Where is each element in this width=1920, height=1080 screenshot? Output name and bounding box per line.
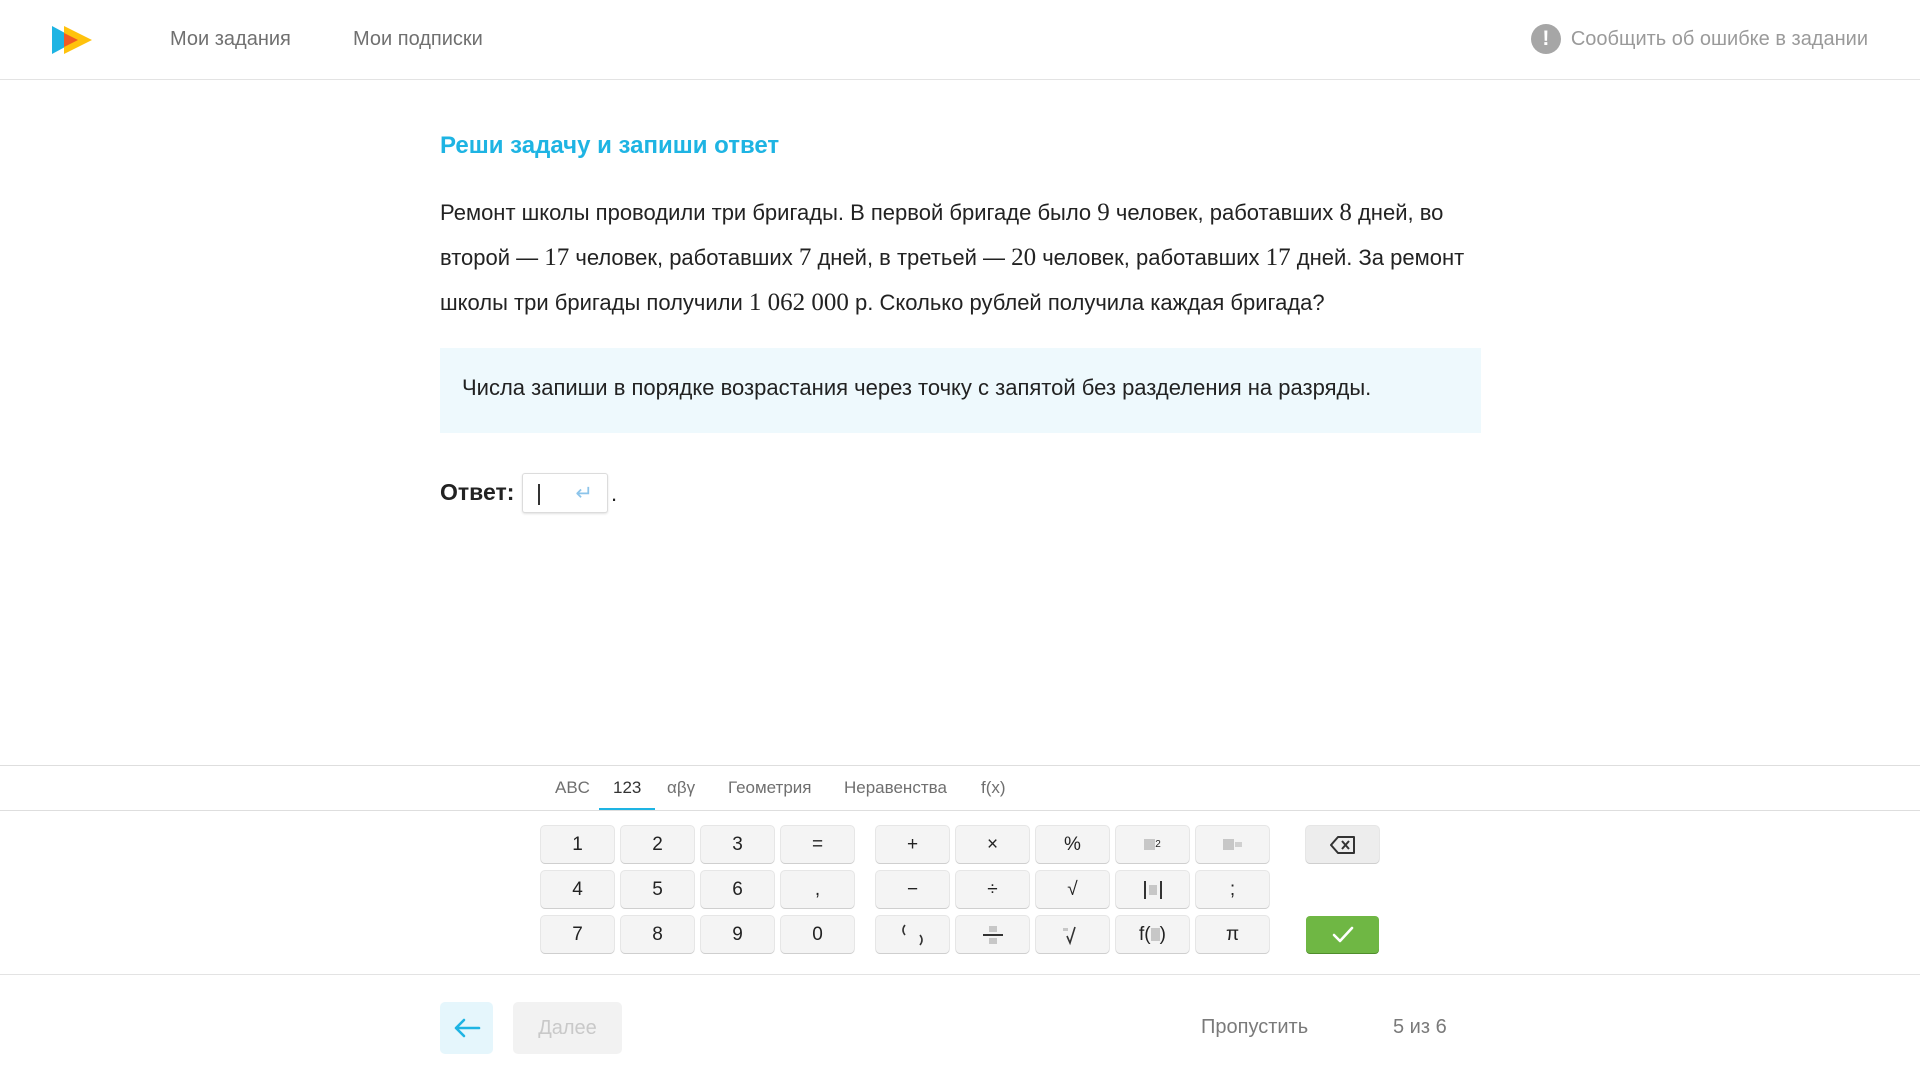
tab-abc[interactable]: ABC	[555, 778, 590, 797]
function-prefix: f(	[1139, 923, 1151, 945]
tab-inequalities[interactable]: Неравенства	[844, 778, 947, 797]
report-error-link[interactable]	[1531, 24, 1868, 54]
number: 20	[1011, 244, 1037, 271]
key-2[interactable]: 2	[621, 826, 694, 863]
placeholder-square-icon	[1144, 839, 1155, 850]
answer-input[interactable]	[522, 473, 608, 513]
hint-box	[440, 348, 1481, 433]
fraction-icon	[980, 924, 1006, 946]
absolute-value-icon	[1140, 880, 1166, 900]
checkmark-icon	[1331, 925, 1355, 945]
key-parentheses[interactable]	[876, 916, 949, 953]
exclamation-icon: !	[1531, 24, 1561, 54]
key-percent[interactable]: %	[1036, 826, 1109, 863]
tab-123[interactable]: 123	[613, 766, 641, 810]
number: 1 062 000	[748, 289, 849, 316]
key-nth-root[interactable]	[1036, 916, 1109, 953]
power-placeholder-icon	[1235, 842, 1242, 847]
key-equals[interactable]: =	[781, 826, 854, 863]
task-text	[440, 190, 1490, 325]
key-times[interactable]: ×	[956, 826, 1029, 863]
number: 17	[544, 244, 570, 271]
key-6[interactable]: 6	[701, 871, 774, 908]
parentheses-icon	[898, 922, 928, 948]
nth-root-icon	[1060, 924, 1086, 946]
answer-label: Ответ:	[440, 479, 515, 505]
text-part: дней. За ремонт школы три бригады получили	[440, 245, 1465, 315]
number: 7	[798, 244, 812, 271]
key-function[interactable]	[1116, 916, 1189, 953]
key-minus[interactable]: −	[876, 871, 949, 908]
key-sqrt[interactable]: √	[1036, 871, 1109, 908]
key-7[interactable]: 7	[541, 916, 614, 953]
text-part: дней, во второй —	[440, 200, 1444, 270]
progress-counter: 5 из 6	[1393, 1016, 1447, 1038]
text-part: Ремонт школы проводили три бригады. В первой бригаде было	[440, 200, 1098, 225]
placeholder-square-icon	[1223, 839, 1234, 850]
key-abs[interactable]	[1116, 871, 1189, 908]
nav-my-subscriptions[interactable]: Мои подписки	[353, 28, 483, 50]
nav-my-tasks[interactable]: Мои задания	[170, 28, 291, 50]
task-title: Реши задачу и запиши ответ	[440, 132, 780, 159]
keyboard-tabs	[0, 765, 1920, 811]
tab-geometry[interactable]: Геометрия	[728, 778, 812, 797]
text-part: человек, работавших	[569, 245, 799, 270]
hint-text: Числа запиши в порядке возрастания через точку с запятой без разделения на разряды.	[462, 375, 1372, 400]
divider	[0, 974, 1920, 975]
play-logo-icon[interactable]	[50, 24, 96, 56]
key-4[interactable]: 4	[541, 871, 614, 908]
backspace-icon	[1330, 836, 1356, 854]
tab-greek[interactable]: αβγ	[667, 778, 696, 797]
key-submit[interactable]	[1306, 916, 1379, 953]
function-suffix: )	[1159, 923, 1166, 945]
tab-functions[interactable]: f(x)	[981, 778, 1006, 797]
enter-icon: ↵	[575, 482, 593, 505]
answer-suffix: .	[611, 481, 618, 506]
key-0[interactable]: 0	[781, 916, 854, 953]
key-semicolon[interactable]: ;	[1196, 871, 1269, 908]
key-5[interactable]: 5	[621, 871, 694, 908]
key-3[interactable]: 3	[701, 826, 774, 863]
key-plus[interactable]: +	[876, 826, 949, 863]
placeholder-square-icon	[1151, 928, 1160, 941]
number: 8	[1339, 199, 1352, 226]
key-pi[interactable]: π	[1196, 916, 1269, 953]
key-9[interactable]: 9	[701, 916, 774, 953]
key-8[interactable]: 8	[621, 916, 694, 953]
text-part: человек, работавших	[1109, 200, 1340, 225]
key-1[interactable]: 1	[541, 826, 614, 863]
key-power[interactable]	[1196, 826, 1269, 863]
report-error-label: Сообщить об ошибке в задании	[1570, 27, 1868, 50]
number: 17	[1265, 244, 1291, 271]
power-exponent: 2	[1155, 839, 1161, 850]
number: 9	[1097, 199, 1110, 226]
key-square[interactable]	[1116, 826, 1189, 863]
key-comma[interactable]: ,	[781, 871, 854, 908]
text-part: человек, работавших	[1036, 245, 1266, 270]
text-caret	[538, 484, 540, 505]
arrow-left-icon	[453, 1018, 481, 1038]
text-part: р. Сколько рублей получила каждая бригада?	[848, 290, 1325, 315]
key-fraction[interactable]	[956, 916, 1029, 953]
skip-button[interactable]: Пропустить	[1201, 1016, 1309, 1038]
back-button[interactable]	[440, 1002, 493, 1054]
key-backspace[interactable]	[1306, 826, 1379, 863]
top-bar	[0, 0, 1920, 80]
text-part: дней, в третьей —	[811, 245, 1012, 270]
next-button[interactable]: Далее	[513, 1002, 622, 1054]
key-divide[interactable]: ÷	[956, 871, 1029, 908]
